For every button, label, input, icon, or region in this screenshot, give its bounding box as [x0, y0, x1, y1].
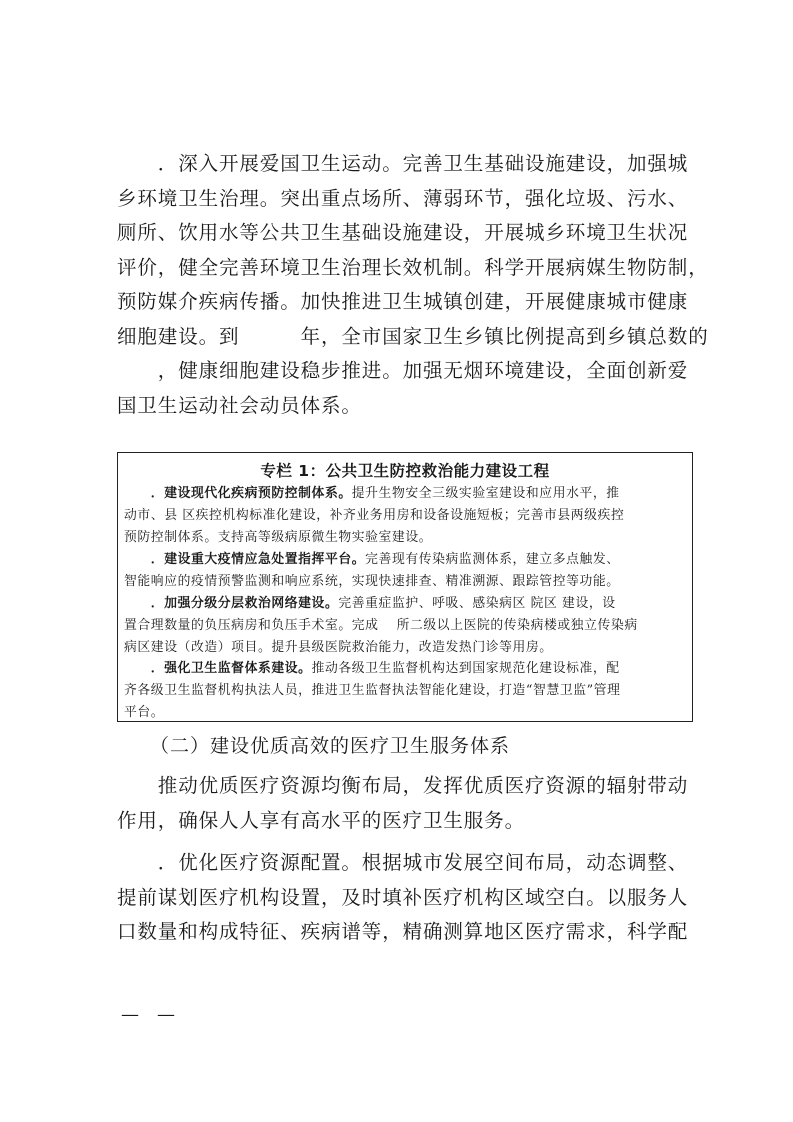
- paragraph-optimize-allocation: [117, 846, 702, 950]
- text-line: 病区建设（改造）项目。提升县级医院救治能力，改造发热门诊等用房。: [124, 639, 553, 655]
- box-item-health-supervision: [124, 658, 690, 723]
- box-item-emergency-command: [124, 549, 690, 593]
- text-line: 作用，确保人人享有高水平的医疗卫生服务。: [117, 808, 526, 832]
- item-heading: ．建设现代化疾病预防控制体系。: [124, 486, 352, 501]
- paragraph-medical-resources: [117, 769, 702, 838]
- paragraph-patriotic-health: [117, 147, 709, 423]
- text-line: 平台。: [124, 704, 165, 720]
- item-heading: ．建设重大疫情应急处置指挥平台。: [124, 552, 366, 567]
- text-line: 细胞建设。到 年，全市国家卫生乡镇比例提高到乡镇总数的: [117, 324, 709, 348]
- text-line: ．深入开展爱国卫生运动。完善卫生基础设施建设，加强城: [117, 152, 689, 175]
- column-box-title: 专栏 1：公共卫生防控救治能力建设工程: [260, 462, 550, 480]
- text-line: ．建设现代化疾病预防控制体系。提升生物安全三级实验室建设和应用水平，推: [124, 486, 620, 501]
- box-item-disease-control: [124, 483, 690, 548]
- section-heading: （二）建设优质高效的医疗卫生服务体系: [150, 735, 511, 757]
- text-line: 智能响应的疫情预警监测和响应系统，实现快速排查、精准溯源、跟踪管控等功能。: [124, 573, 620, 589]
- text-line: ，健康细胞建设稳步推进。加强无烟环境建设，全面创新爱: [117, 359, 689, 382]
- text-line: ．建设重大疫情应急处置指挥平台。完善现有传染病监测体系，建立多点触发、: [124, 552, 620, 567]
- text-line: 置合理数量的负压病房和负压手术室。完成 所二级以上医院的传染病楼或独立传染病: [124, 617, 638, 633]
- text-line: 推动优质医疗资源均衡布局，发挥优质医疗资源的辐射带动: [117, 774, 689, 797]
- text-line: ．优化医疗资源配置。根据城市发展空间布局，动态调整、: [117, 851, 689, 874]
- column-box-1: [117, 452, 693, 722]
- text-line: ．强化卫生监督体系建设。推动各级卫生监督机构达到国家规范化建设标准，配: [124, 661, 620, 676]
- text-line: 乡环境卫生治理。突出重点场所、薄弱环节，强化垃圾、污水、: [117, 186, 689, 210]
- item-heading: ．强化卫生监督体系建设。: [124, 661, 312, 676]
- text-line: 口数量和构成特征、疾病谱等，精确测算地区医疗需求，科学配: [117, 920, 689, 943]
- text-line: 动市、县 区疾控机构标准化建设，补齐业务用房和设备设施短板；完善市县两级疾控: [124, 507, 625, 523]
- text-line: 预防控制体系。支持高等级病原微生物实验室建设。: [124, 529, 433, 545]
- text-line: 国卫生运动社会动员体系。: [117, 393, 362, 417]
- text-line: ．加强分级分层救治网络建设。完善重症监护、呼吸、感染病区 院区 建设，设: [124, 596, 616, 611]
- text-line: 齐各级卫生监督机构执法人员，推进卫生监督执法智能化建设，打造“智慧卫监”管理: [124, 682, 621, 698]
- page-number-footer: — —: [121, 1004, 175, 1025]
- item-heading: ．加强分级分层救治网络建设。: [124, 596, 339, 611]
- text-line: 预防媒介疾病传播。加快推进卫生城镇创建，开展健康城市健康: [117, 290, 689, 313]
- text-line: 提前谋划医疗机构设置，及时填补医疗机构区域空白。以服务人: [117, 885, 689, 909]
- box-item-treatment-network: [124, 593, 690, 658]
- text-line: 厕所、饮用水等公共卫生基础设施建设，开展城乡环境卫生状况: [117, 221, 689, 244]
- text-line: 评价，健全完善环境卫生治理长效机制。科学开展病媒生物防制，: [117, 255, 709, 279]
